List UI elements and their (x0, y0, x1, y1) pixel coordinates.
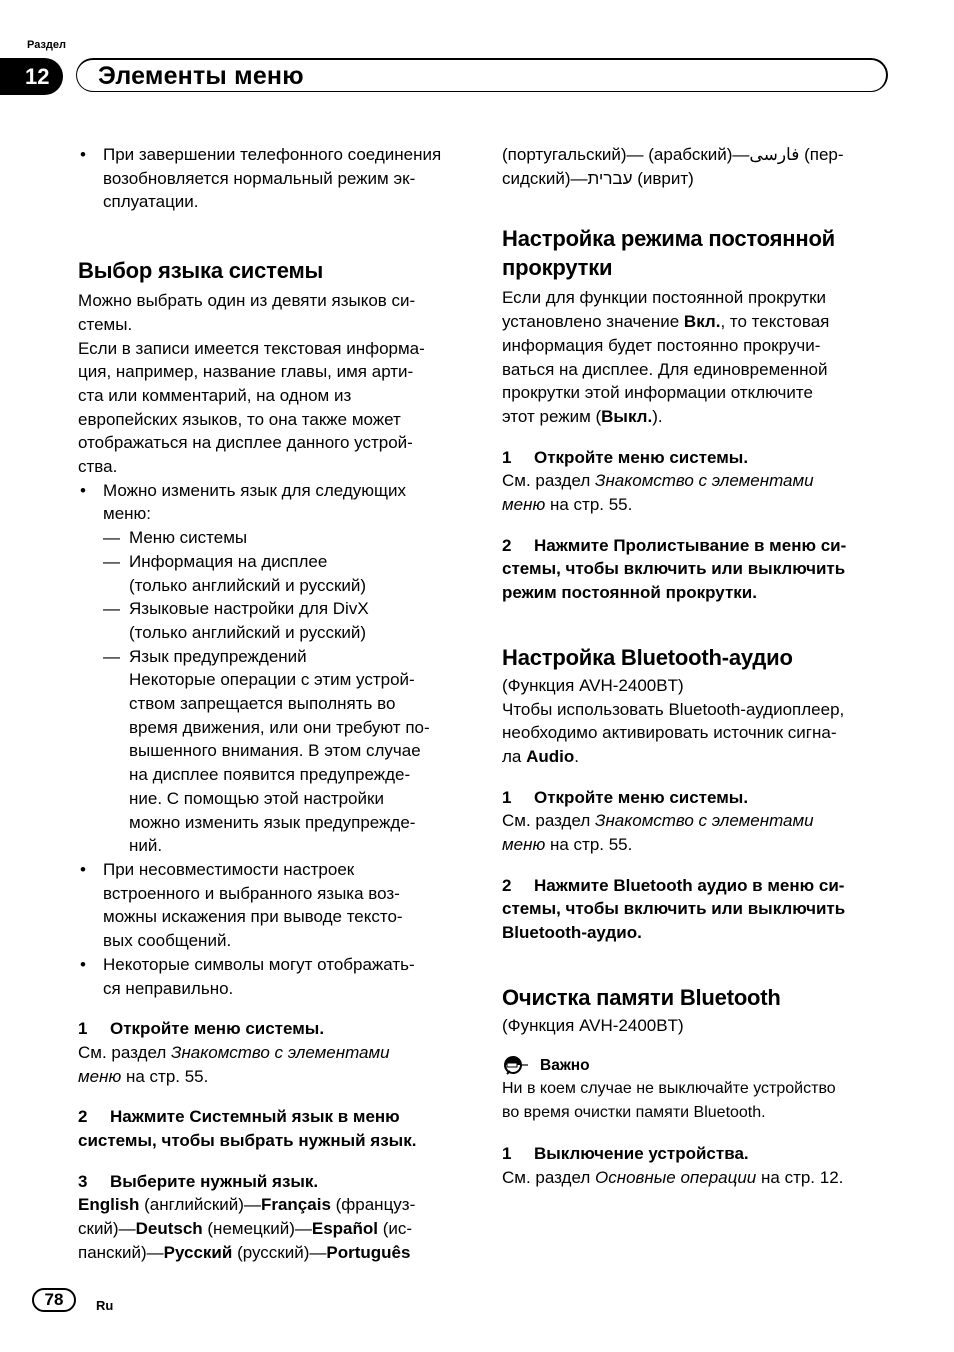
text-line: • При завершении телефонного соединения (103, 145, 442, 164)
text-line: возобновляется нормальный режим эк- (103, 168, 416, 188)
value-on: Вкл. (683, 312, 721, 332)
text-line: стемы. (78, 314, 133, 334)
text-line: Информация на дисплее (129, 551, 328, 571)
text: на стр. 55. (545, 835, 633, 855)
dash-item-display-info (78, 550, 473, 597)
text: См. раздел (78, 1042, 172, 1062)
right-column (502, 143, 897, 1190)
step-number: 1 (502, 787, 512, 807)
cross-reference-link[interactable]: меню (502, 835, 546, 855)
step-number: 2 (502, 875, 512, 895)
section-heading-bluetooth-audio: Настройка Bluetooth-аудио (502, 644, 793, 670)
cross-reference-link[interactable]: Знакомство с элементами (171, 1042, 390, 1062)
text-line: меню: (103, 504, 152, 524)
bullet-symbols (78, 953, 473, 1000)
text-line: Можно выбрать один из девяти языков си- (78, 291, 416, 311)
step-text: стемы, чтобы включить или выключить (502, 559, 846, 579)
text: См. раздел (502, 811, 596, 831)
text-line: информация будет постоянно прокручи- (502, 335, 821, 355)
heading-line: Настройка режима постоянной (502, 226, 836, 252)
step-title (78, 1017, 473, 1041)
text-line: вышенного внимания. В этом случае (129, 741, 421, 761)
step-title-text: Выберите нужный язык. (110, 1171, 319, 1191)
dash-item-system-menu (78, 526, 473, 550)
text-line: встроенного и выбранного языка воз- (103, 883, 400, 903)
heading-line: прокрутки (502, 255, 613, 281)
language-option-portuguese: Português (326, 1242, 411, 1262)
text-line: время движения, или они требуют по- (129, 717, 430, 737)
text-line: вых сообщений. (103, 931, 232, 951)
language-code: Ru (96, 1298, 114, 1313)
intro-bullet (78, 143, 473, 214)
text: установлено значение (502, 312, 684, 332)
source-audio: Audio (526, 746, 575, 766)
text: ). (652, 406, 663, 426)
text-line: ста или комментарий, на одном из (78, 385, 352, 405)
text: ла (502, 746, 527, 766)
text: (пер- (799, 145, 844, 164)
bullet-incompatibility (78, 858, 473, 953)
text-line: ние. С помощью этой настройки (129, 788, 384, 808)
section-heading-ever-scroll (502, 224, 897, 282)
paragraph-bluetooth-audio (502, 698, 897, 769)
text-line: отображаться на дисплее данного устрой- (78, 433, 413, 453)
text: (английский)— (139, 1195, 261, 1215)
step-text: Нажмите Bluetooth аудио в меню си- (534, 875, 845, 895)
step-3-select-language (78, 1170, 473, 1265)
step-1-open-system-menu (502, 786, 897, 857)
text-line: на дисплее появится предупрежде- (129, 765, 411, 785)
text-line: можны искажения при выводе тексто- (103, 907, 403, 927)
paragraph-ever-scroll (502, 286, 897, 428)
language-option-french: Français (260, 1195, 331, 1215)
text: (иврит) (632, 168, 694, 188)
text: (русский)— (232, 1242, 327, 1262)
text-line: ция, например, название главы, имя арти- (78, 362, 414, 382)
text-line: (только английский и русский) (129, 575, 367, 595)
section-heading-clear-bluetooth-memory: Очистка памяти Bluetooth (502, 984, 781, 1010)
text: (ис- (378, 1219, 413, 1239)
text-line: • Некоторые символы могут отображать- (103, 954, 415, 974)
notice-header (502, 1054, 897, 1078)
important-icon (502, 1055, 538, 1075)
text: на стр. 55. (121, 1066, 209, 1086)
cross-reference-link[interactable]: Знакомство с элементами (595, 471, 814, 491)
text-line: • Можно изменить язык для следующих (103, 480, 407, 500)
important-notice (502, 1054, 897, 1126)
dash-mark: — (103, 599, 120, 619)
text-line: (только английский и русский) (129, 622, 367, 642)
step-number: 3 (78, 1171, 88, 1191)
left-column (78, 143, 473, 1265)
language-option-russian: Русский (163, 1242, 233, 1262)
text: (португальский)— (арабский)— (502, 145, 750, 164)
chapter-number-tab: 12 (0, 58, 63, 95)
function-note: (Функция AVH-2400BT) (502, 675, 684, 695)
step-number: 1 (502, 447, 512, 467)
step-1-power-off (502, 1142, 897, 1189)
text-line: прокрутки этой информации отключите (502, 383, 813, 403)
dash-mark: — (103, 528, 120, 548)
paragraph-language-count (78, 289, 473, 336)
cross-reference-link[interactable]: Основные операции (595, 1167, 757, 1187)
language-option-persian: فارسی (749, 145, 800, 164)
step-text: режим постоянной прокрутки. (502, 583, 757, 603)
text-line: ний. (129, 836, 163, 856)
text-line: • При несовместимости настроек (103, 859, 355, 879)
cross-reference (78, 1041, 473, 1065)
step-text: Нажмите Пролистывание в меню си- (534, 535, 847, 555)
text: , то текстовая (720, 312, 830, 332)
step-text: Bluetooth-аудио. (502, 923, 642, 943)
language-list-line (78, 1193, 473, 1217)
text-line: ваться на дисплее. Для единовременной (502, 359, 828, 379)
step-number: 1 (502, 1144, 512, 1164)
language-option-english: English (78, 1195, 140, 1215)
notice-title: Важно (540, 1056, 590, 1074)
text-line: Если для функции постоянной прокрутки (502, 288, 827, 308)
language-option-spanish: Español (311, 1219, 378, 1239)
language-list-continuation (502, 143, 897, 190)
cross-reference-cont (78, 1065, 473, 1089)
cross-reference-link[interactable]: меню (78, 1066, 122, 1086)
text: . (574, 746, 579, 766)
step-1-open-system-menu (78, 1017, 473, 1088)
text-line: можно изменить язык предупрежде- (129, 812, 416, 832)
step-number: 1 (78, 1019, 88, 1039)
language-list-line (78, 1241, 473, 1265)
dash-item-warning-language (78, 645, 473, 858)
step-2-bluetooth-audio (502, 874, 897, 945)
text-line: необходимо активировать источник сигна- (502, 723, 837, 743)
step-2-system-language (78, 1105, 473, 1152)
cross-reference-link[interactable]: меню (502, 495, 546, 515)
notice-text: Ни в коем случае не выключайте устройство (502, 1080, 836, 1098)
page-number: 78 (32, 1288, 76, 1312)
section-heading-system-language: Выбор языка системы (78, 258, 324, 284)
text-line: европейских языков, то она также может (78, 409, 401, 429)
text-line: ством запрещается выполнять во (129, 694, 396, 714)
text: на стр. 55. (545, 495, 633, 515)
text: (француз- (330, 1195, 416, 1215)
step-text: системы, чтобы выбрать нужный язык. (78, 1131, 417, 1151)
dash-mark: — (103, 646, 120, 666)
step-title-text: Откройте меню системы. (110, 1019, 325, 1039)
bullet-menus (78, 479, 473, 526)
step-text: стемы, чтобы включить или выключить (502, 899, 846, 919)
text-line: Чтобы использовать Bluetooth-аудиоплеер, (502, 699, 845, 719)
text-line: ства. (78, 457, 118, 477)
text-line: ся неправильно. (103, 978, 234, 998)
step-number: 2 (502, 535, 512, 555)
text: панский)— (78, 1242, 164, 1262)
text-line: Если в записи имеется текстовая информа- (78, 338, 425, 358)
language-option-hebrew: עברית (587, 168, 633, 188)
notice-text: во время очистки памяти Bluetooth. (502, 1104, 766, 1122)
text-line: Меню системы (129, 528, 248, 548)
text: См. раздел (502, 1167, 596, 1187)
language-option-german: Deutsch (135, 1219, 203, 1239)
text-line: Языковые настройки для DivX (129, 599, 369, 619)
step-title-text: Выключение устройства. (534, 1144, 749, 1164)
value-off: Выкл. (601, 406, 653, 426)
step-number: 2 (78, 1107, 88, 1127)
text: ский)— (78, 1219, 136, 1239)
step-title-text: Откройте меню системы. (534, 787, 749, 807)
function-note: (Функция AVH-2400BT) (502, 1015, 684, 1035)
step-text: Нажмите Системный язык в меню (110, 1107, 400, 1127)
text: См. раздел (502, 471, 596, 491)
text: на стр. 12. (756, 1167, 844, 1187)
section-label: Раздел (27, 39, 66, 51)
cross-reference-link[interactable]: Знакомство с элементами (595, 811, 814, 831)
step-title-text: Откройте меню системы. (534, 447, 749, 467)
text-line: Язык предупреждений (129, 646, 307, 666)
step-1-open-system-menu (502, 446, 897, 517)
text: этот режим ( (502, 406, 602, 426)
chapter-title: Элементы меню (98, 62, 304, 90)
text-line: сплуатации. (103, 192, 199, 212)
dash-item-divx (78, 597, 473, 644)
text-line: Некоторые операции с этим устрой- (129, 670, 415, 690)
paragraph-text-info (78, 337, 473, 479)
language-list-line (78, 1217, 473, 1241)
text: сидский)— (502, 168, 588, 188)
dash-mark: — (103, 551, 120, 571)
step-2-ever-scroll (502, 534, 897, 605)
text: (немецкий)— (202, 1219, 312, 1239)
